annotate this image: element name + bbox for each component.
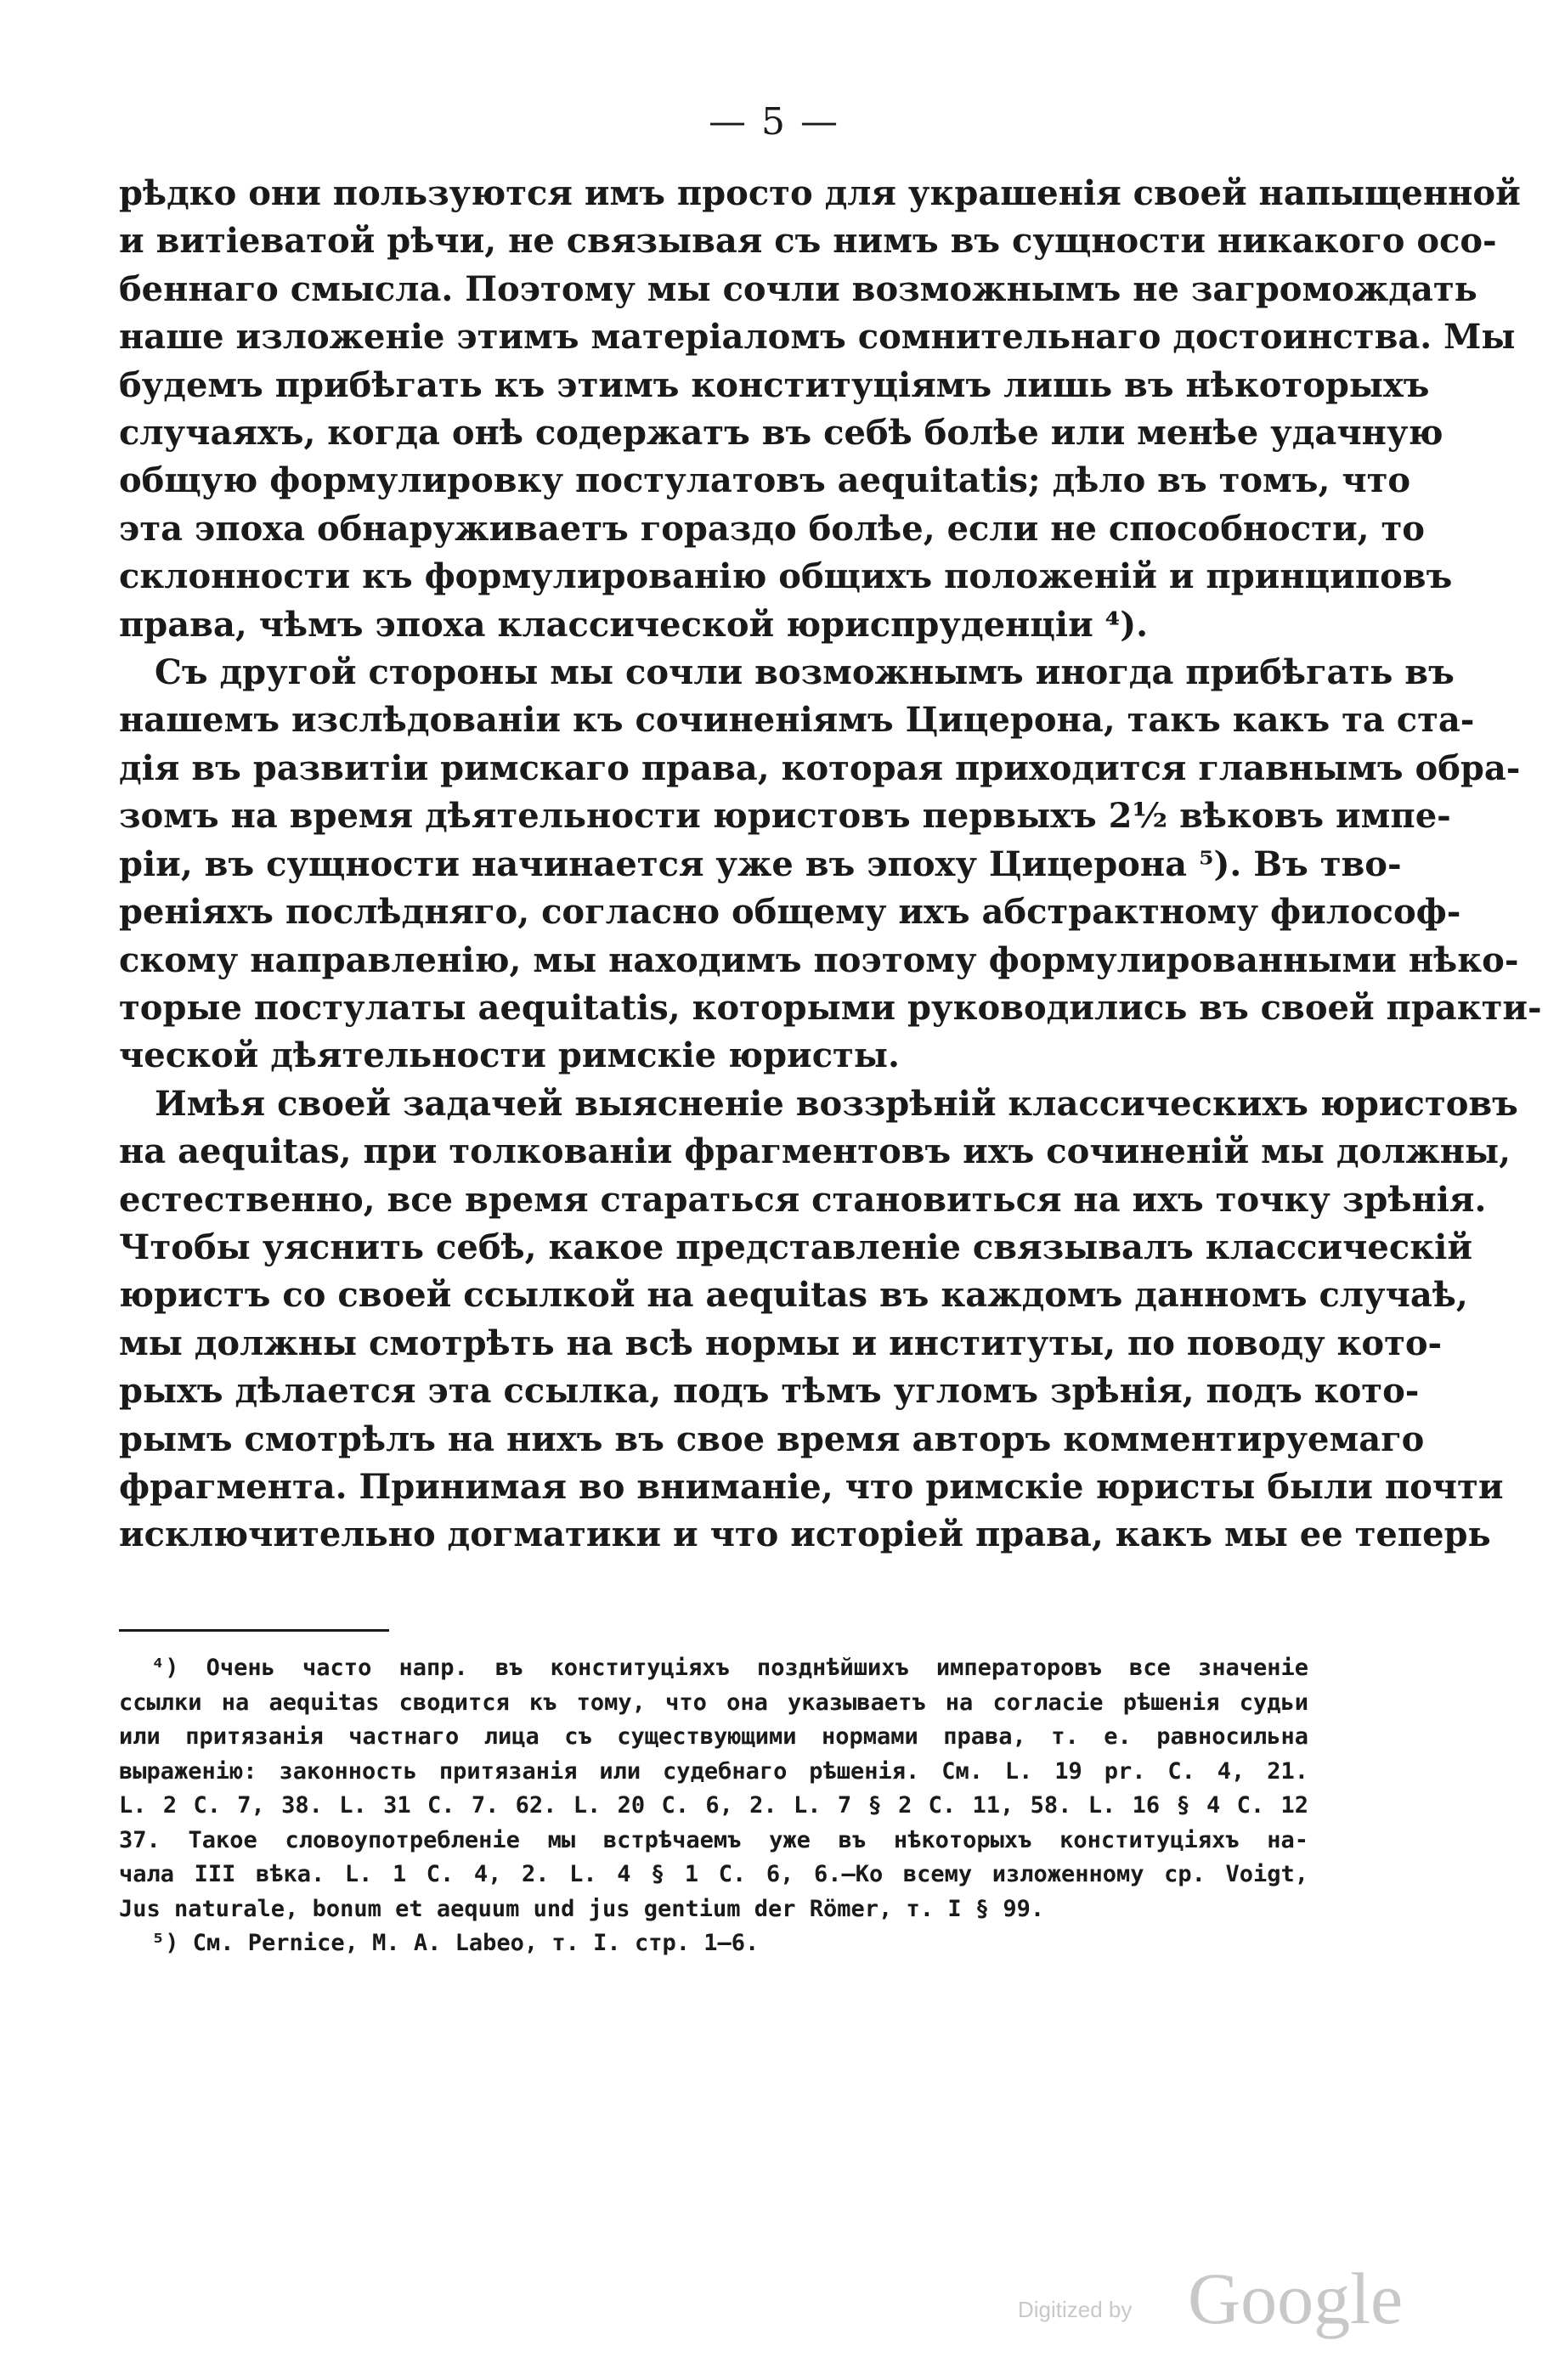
footnote-line: ссылки на aequitas сводится къ тому, что она указываетъ на согласіе рѣшенія судьи [119,1689,1308,1716]
text-line: естественно, все время стараться становиться на ихъ точку зрѣнія. [119,1179,1487,1220]
footnote-line: ⁵) См. Pernice, M. A. Labeo, т. I. стр. 1—6. [151,1930,760,1956]
watermark-small-text: Digitized by [1018,2297,1133,2322]
text-line: наше изложеніе этимъ матеріаломъ сомнительнаго достоинства. Мы [119,317,1516,358]
text-line: скому направленію, мы находимъ поэтому формулированными нѣко- [119,939,1519,980]
digitized-by-google-watermark [1018,2258,1404,2339]
text-line: Имѣя своей задачей выясненіе воззрѣній классическихъ юристовъ [155,1083,1518,1124]
text-line: рыхъ дѣлается эта ссылка, подъ тѣмъ угломъ зрѣнія, подъ кото- [119,1371,1420,1412]
footnote-line: L. 2 C. 7, 38. L. 31 C. 7. 62. L. 20 C. 6, 2. L. 7 § 2 C. 11, 58. L. 16 § 4 C. 12 [119,1792,1308,1819]
paragraph-3 [119,1080,1518,1559]
main-text [119,170,1542,1559]
text-line: фрагмента. Принимая во вниманіе, что римскіе юристы были почти [119,1466,1504,1507]
text-line: права, чѣмъ эпоха классической юриспруденціи ⁴). [119,604,1149,645]
text-line: исключительно догматики и что исторіей права, какъ мы ее теперь [119,1514,1491,1555]
text-line: ческой дѣятельности римскіе юристы. [119,1035,900,1076]
text-line: зомъ на время дѣятельности юристовъ первыхъ 2½ вѣковъ импе- [119,796,1451,837]
footnote-line: Jus naturale, bonum et aequum und jus gentium der Römer, т. I § 99. [119,1895,1045,1922]
text-line: склонности къ формулированію общихъ положеній и принциповъ [119,556,1453,597]
footnote-line: 37. Такое словоупотребленіе мы встрѣчаемъ уже въ нѣкоторыхъ конституціяхъ на- [119,1826,1308,1853]
text-line: рымъ смотрѣлъ на нихъ въ свое время авторъ комментируемаго [119,1418,1425,1459]
footnote-line: ⁴) Очень часто напр. въ конституціяхъ позднѣйшихъ императоровъ все значеніе [151,1655,1308,1681]
footnote-line: выраженію: законность притязанія или судебнаго рѣшенія. См. L. 19 pr. C. 4, 21. [119,1757,1308,1785]
footnote-line: или притязанія частнаго лица съ существующими нормами права, т. е. равносильна [119,1723,1308,1750]
text-line: нашемъ изслѣдованіи къ сочиненіямъ Цицерона, такъ какъ та ста- [119,700,1475,741]
page-number: — 5 — [709,100,839,144]
text-line: беннаго смысла. Поэтому мы сочли возможнымъ не загромождать [119,268,1477,309]
google-logo-text: Google [1188,2258,1404,2339]
text-line: и витіеватой рѣчи, не связывая съ нимъ въ сущности никакого осо- [119,221,1497,262]
text-line: общую формулировку постулатовъ aequitatis; дѣло въ томъ, что [119,460,1411,501]
text-line: Чтобы уяснить себѣ, какое представленіе связывалъ классическій [119,1227,1472,1267]
text-line: торые постулаты aequitatis, которыми руководились въ своей практи- [119,987,1542,1028]
text-line: на aequitas, при толкованіи фрагментовъ ихъ сочиненій мы должны, [119,1131,1511,1172]
text-line: юристъ со своей ссылкой на aequitas въ каждомъ данномъ случаѣ, [119,1275,1468,1316]
text-line: ріи, въ сущности начинается уже въ эпоху Цицерона ⁵). Въ тво- [119,843,1402,884]
footnote-5 [119,1926,1308,1961]
footnotes [119,1651,1308,1961]
text-line: рѣдко они пользуются имъ просто для украшенія своей напыщенной [119,173,1521,213]
text-line: будемъ прибѣгать къ этимъ конституціямъ лишь въ нѣкоторыхъ [119,364,1430,405]
text-line: дія въ развитіи римскаго права, которая приходится главнымъ обра- [119,747,1521,788]
text-line: мы должны смотрѣть на всѣ нормы и институты, по поводу кото- [119,1323,1443,1363]
footnote-4 [119,1651,1308,1926]
text-line: Съ другой стороны мы сочли возможнымъ иногда прибѣгать въ [155,652,1455,693]
footnote-divider [119,1629,389,1632]
text-line: случаяхъ, когда онѣ содержатъ въ себѣ болѣе или менѣе удачную [119,413,1443,454]
paragraph-1 [119,170,1521,649]
paragraph-2 [119,649,1542,1080]
footnote-line: чала III вѣка. L. 1 C. 4, 2. L. 4 § 1 C. 6, 6.—Ко всему изложенному ср. Voigt, [119,1861,1308,1887]
text-line: эта эпоха обнаруживаетъ гораздо болѣе, если не способности, то [119,508,1425,549]
text-line: реніяхъ послѣдняго, согласно общему ихъ абстрактному философ- [119,892,1461,933]
